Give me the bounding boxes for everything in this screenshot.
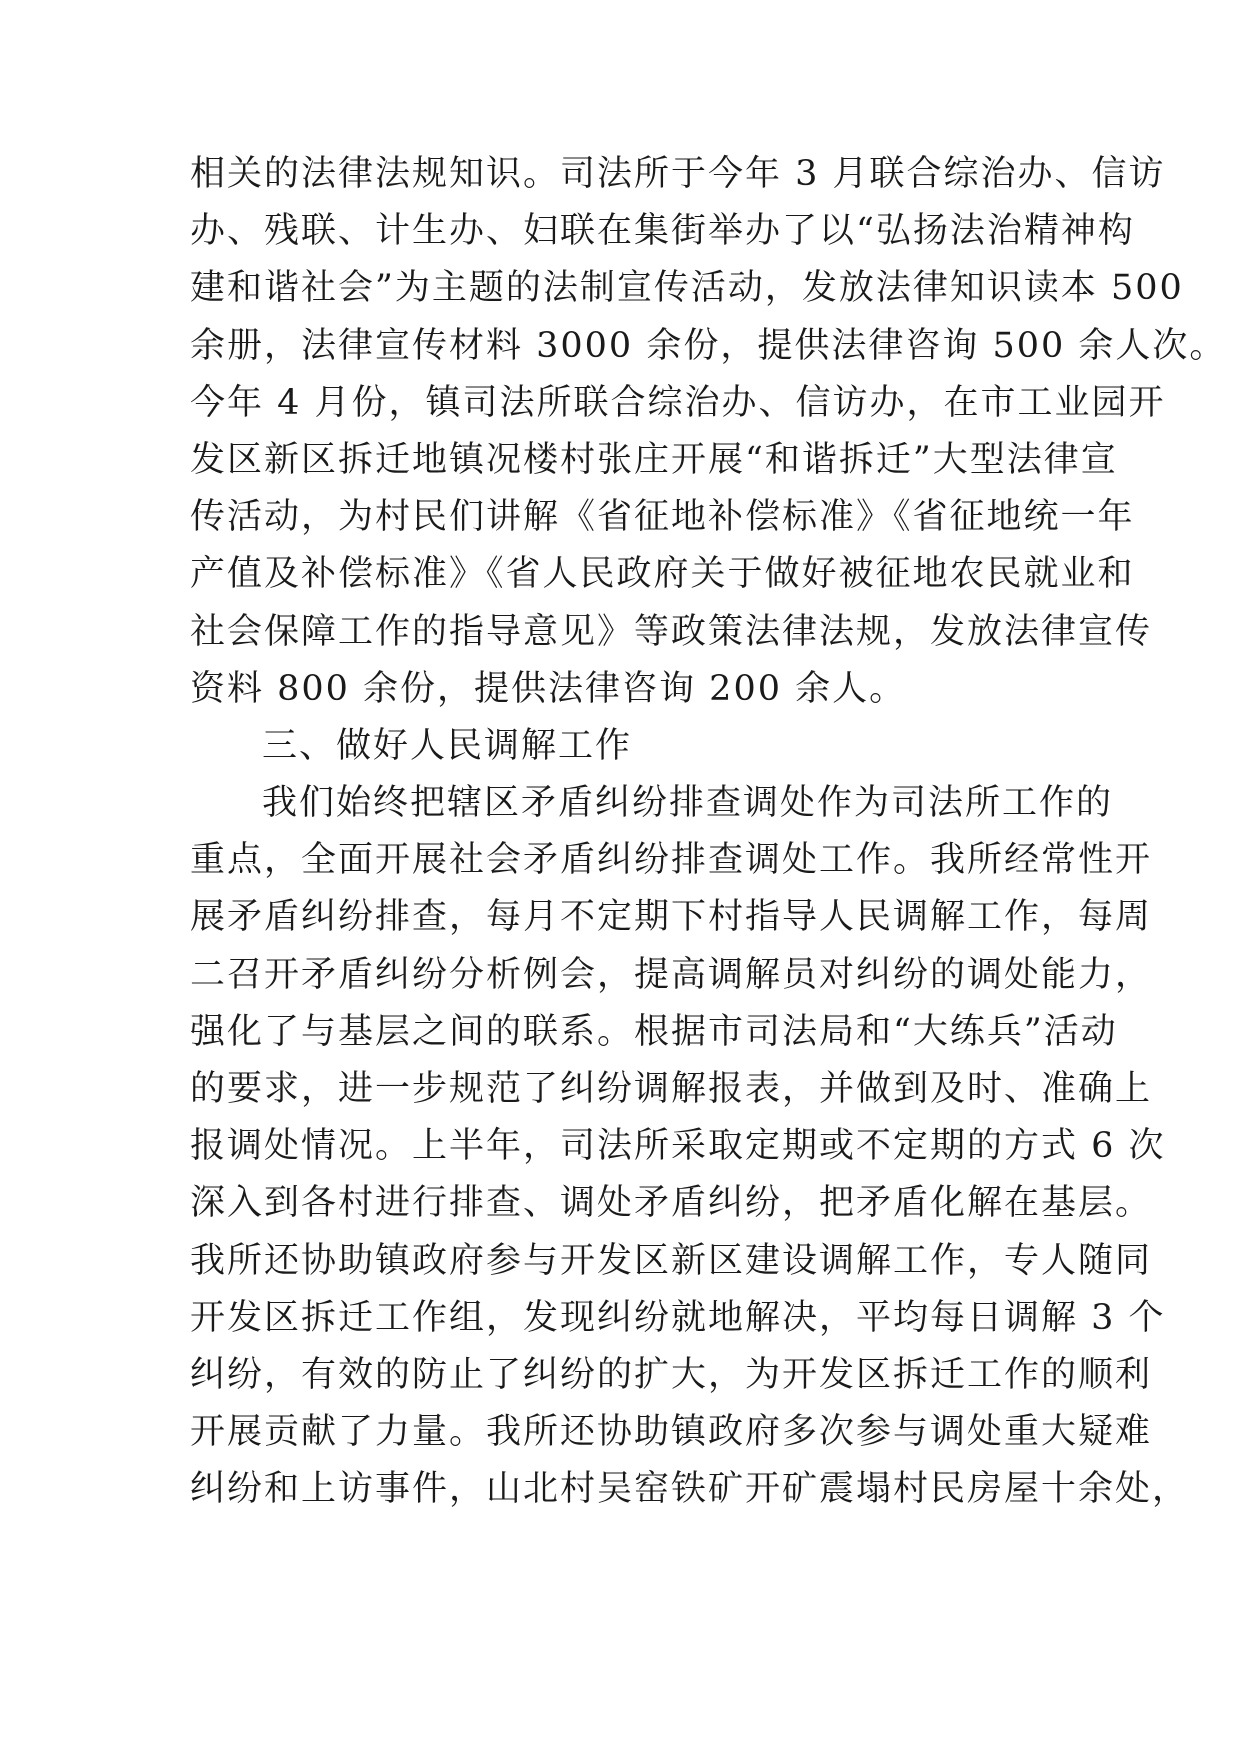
text-line: 建和谐社会”为主题的法制宣传活动，发放法律知识读本 500 xyxy=(190,268,1184,309)
text-line: 办、残联、计生办、妇联在集街举办了以“弘扬法治精神构 xyxy=(190,211,1135,252)
text-line: 发区新区拆迁地镇况楼村张庄开展“和谐拆迁”大型法律宣 xyxy=(190,439,1118,480)
text-line: 强化了与基层之间的联系。根据市司法局和“大练兵”活动 xyxy=(190,1011,1118,1052)
text-line: 重点，全面开展社会矛盾纠纷排查调处工作。我所经常性开 xyxy=(190,840,1153,881)
text-line: 相关的法律法规知识。司法所于今年 3 月联合综治办、信访 xyxy=(190,154,1166,194)
paragraph-first-line: 我们始终把辖区矛盾纠纷排查调处作为司法所工作的 xyxy=(262,783,1114,824)
text-line: 纠纷，有效的防止了纠纷的扩大，为开发区拆迁工作的顺利 xyxy=(190,1354,1153,1395)
text-line: 社会保障工作的指导意见》等政策法律法规，发放法律宣传 xyxy=(190,611,1153,652)
text-line: 开展贡献了力量。我所还协助镇政府多次参与调处重大疑难 xyxy=(190,1412,1153,1453)
text-line: 开发区拆迁工作组，发现纠纷就地解决，平均每日调解 3 个 xyxy=(190,1297,1166,1338)
text-line: 传活动，为村民们讲解《省征地补偿标准》《省征地统一年 xyxy=(190,497,1135,538)
text-line: 报调处情况。上半年，司法所采取定期或不定期的方式 6 次 xyxy=(190,1126,1166,1167)
text-line: 展矛盾纠纷排查，每月不定期下村指导人民调解工作，每周 xyxy=(190,897,1153,938)
text-line: 二召开矛盾纠纷分析例会，提高调解员对纠纷的调处能力， xyxy=(190,954,1153,995)
text-line: 纠纷和上访事件，山北村吴窑铁矿开矿震塌村民房屋十余处， xyxy=(190,1469,1190,1510)
section-heading: 三、做好人民调解工作 xyxy=(262,725,633,766)
text-line: 今年 4 月份，镇司法所联合综治办、信访办，在市工业园开 xyxy=(190,382,1166,423)
text-line: 余册，法律宣传材料 3000 余份，提供法律咨询 500 余人次。 xyxy=(190,325,1227,366)
text-line: 我所还协助镇政府参与开发区新区建设调解工作，专人随同 xyxy=(190,1240,1153,1281)
text-line: 产值及补偿标准》《省人民政府关于做好被征地农民就业和 xyxy=(190,554,1135,595)
text-line: 的要求，进一步规范了纠纷调解报表，并做到及时、准确上 xyxy=(190,1069,1153,1109)
text-line: 深入到各村进行排查、调处矛盾纠纷，把矛盾化解在基层。 xyxy=(190,1183,1153,1224)
body-text xyxy=(190,146,1227,1519)
text-line: 资料 800 余份，提供法律咨询 200 余人。 xyxy=(190,668,907,709)
